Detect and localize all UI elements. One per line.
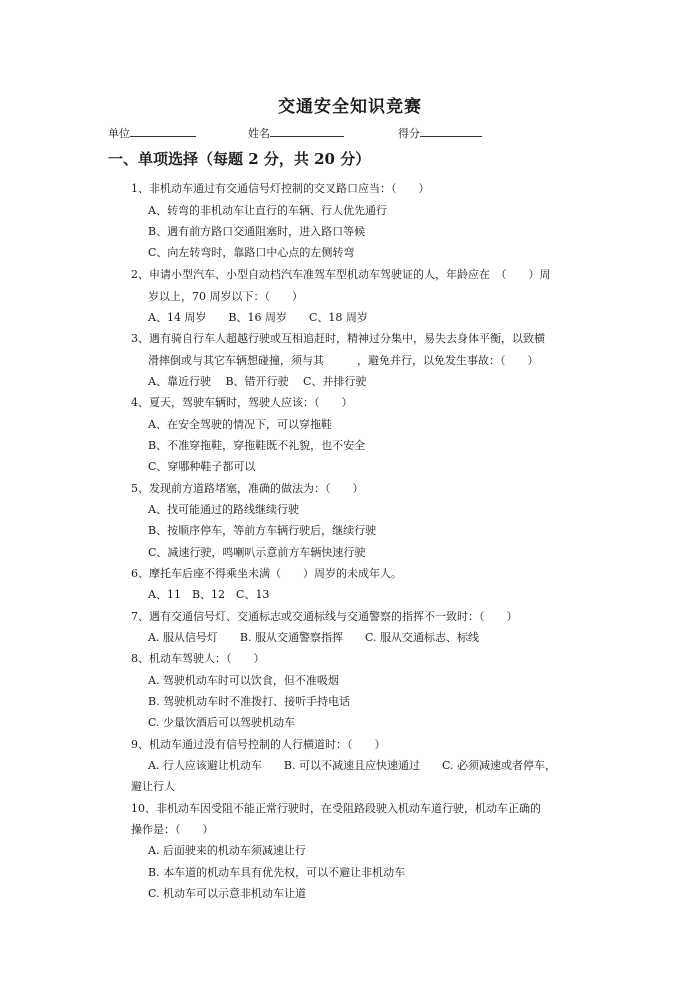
- question-line: 1、非机动车通过有交通信号灯控制的交叉路口应当：（ ）: [131, 182, 430, 195]
- option-line: A、找可能通过的路线继续行驶: [148, 503, 299, 516]
- score-blank: [420, 124, 482, 137]
- score-label: 得分: [398, 127, 420, 140]
- question-line: 7、遇有交通信号灯、交通标志或交通标线与交通警察的指挥不一致时：（ ）: [131, 610, 518, 623]
- option-line: A、转弯的非机动车让直行的车辆、行人优先通行: [148, 204, 387, 217]
- question-line: 8、机动车驾驶人：（ ）: [131, 652, 265, 665]
- question-line-cont: 操作是：（ ）: [131, 823, 214, 836]
- question-line: 6、摩托车后座不得乘坐未满（ ）周岁的未成年人。: [131, 567, 402, 580]
- option-line-cont: 避让行人: [131, 780, 175, 793]
- option-line: B、遇有前方路口交通阻塞时，进入路口等候: [148, 225, 366, 238]
- unit-field: [108, 124, 196, 141]
- option-line: C. 少量饮酒后可以驾驶机动车: [148, 716, 296, 729]
- question-line: 10、非机动车因受阻不能正常行驶时，在受阻路段驶入机动车道行驶，机动车正确的: [131, 802, 541, 815]
- option-line: B、按顺序停车，等前方车辆行驶后，继续行驶: [148, 524, 377, 537]
- name-label: 姓名: [248, 127, 270, 140]
- option-line: A、14 周岁 B、16 周岁 C、18 周岁: [148, 311, 368, 324]
- option-line: B. 本车道的机动车具有优先权，可以不避让非机动车: [148, 866, 406, 879]
- option-line: A、靠近行驶 B、错开行驶 C、并排行驶: [148, 375, 367, 388]
- question-line-cont: 滑摔倒或与其它车辆想碰撞，须与其 ，避免并行，以免发生事故：（ ）: [148, 354, 539, 367]
- page-title: 交通安全知识竞赛: [278, 97, 422, 117]
- option-line: C、减速行驶，鸣喇叭示意前方车辆快速行驶: [148, 546, 366, 559]
- option-line: A、11 B、12 C、13: [148, 588, 270, 601]
- option-line: C. 机动车可以示意非机动车让道: [148, 887, 307, 900]
- option-line: A、在安全驾驶的情况下，可以穿拖鞋: [148, 418, 332, 431]
- option-line: A. 行人应该避让机动车 B. 可以不减速且应快速通过 C. 必须减速或者停车，: [148, 759, 557, 772]
- name-field: [248, 124, 344, 141]
- option-line: A. 驾驶机动车时可以饮食，但不准吸烟: [148, 674, 339, 687]
- option-line: A. 服从信号灯 B. 服从交通警察指挥 C. 服从交通标志、标线: [148, 631, 480, 644]
- question-line: 3、遇有骑自行车人超越行驶或互相追赶时，精神过分集中，易失去身体平衡，以致横: [131, 332, 545, 345]
- question-line: 5、发现前方道路堵塞，准确的做法为：（ ）: [131, 482, 364, 495]
- option-line: A. 后面驶来的机动车须减速让行: [148, 844, 306, 857]
- unit-label: 单位: [108, 127, 130, 140]
- question-line: 2、申请小型汽车、小型自动档汽车准驾车型机动车驾驶证的人，年龄应在 （ ）周: [131, 268, 551, 281]
- question-line: 4、夏天，驾驶车辆时，驾驶人应该：（ ）: [131, 396, 353, 409]
- option-line: B、不准穿拖鞋，穿拖鞋既不礼貌，也不安全: [148, 439, 366, 452]
- option-line: C、穿哪种鞋子都可以: [148, 460, 256, 473]
- option-line: B. 驾驶机动车时不准拨打、接听手持电话: [148, 695, 351, 708]
- question-line: 9、机动车通过没有信号控制的人行横道时：（ ）: [131, 738, 386, 751]
- option-line: C、向左转弯时，靠路口中心点的左侧转弯: [148, 246, 355, 259]
- score-field: [398, 124, 482, 141]
- name-blank: [270, 124, 344, 137]
- section-heading: 一、单项选择（每题 2 分，共 20 分）: [108, 150, 371, 168]
- question-line-cont: 岁以上，70 周岁以下：（ ）: [148, 290, 303, 303]
- unit-blank: [130, 124, 196, 137]
